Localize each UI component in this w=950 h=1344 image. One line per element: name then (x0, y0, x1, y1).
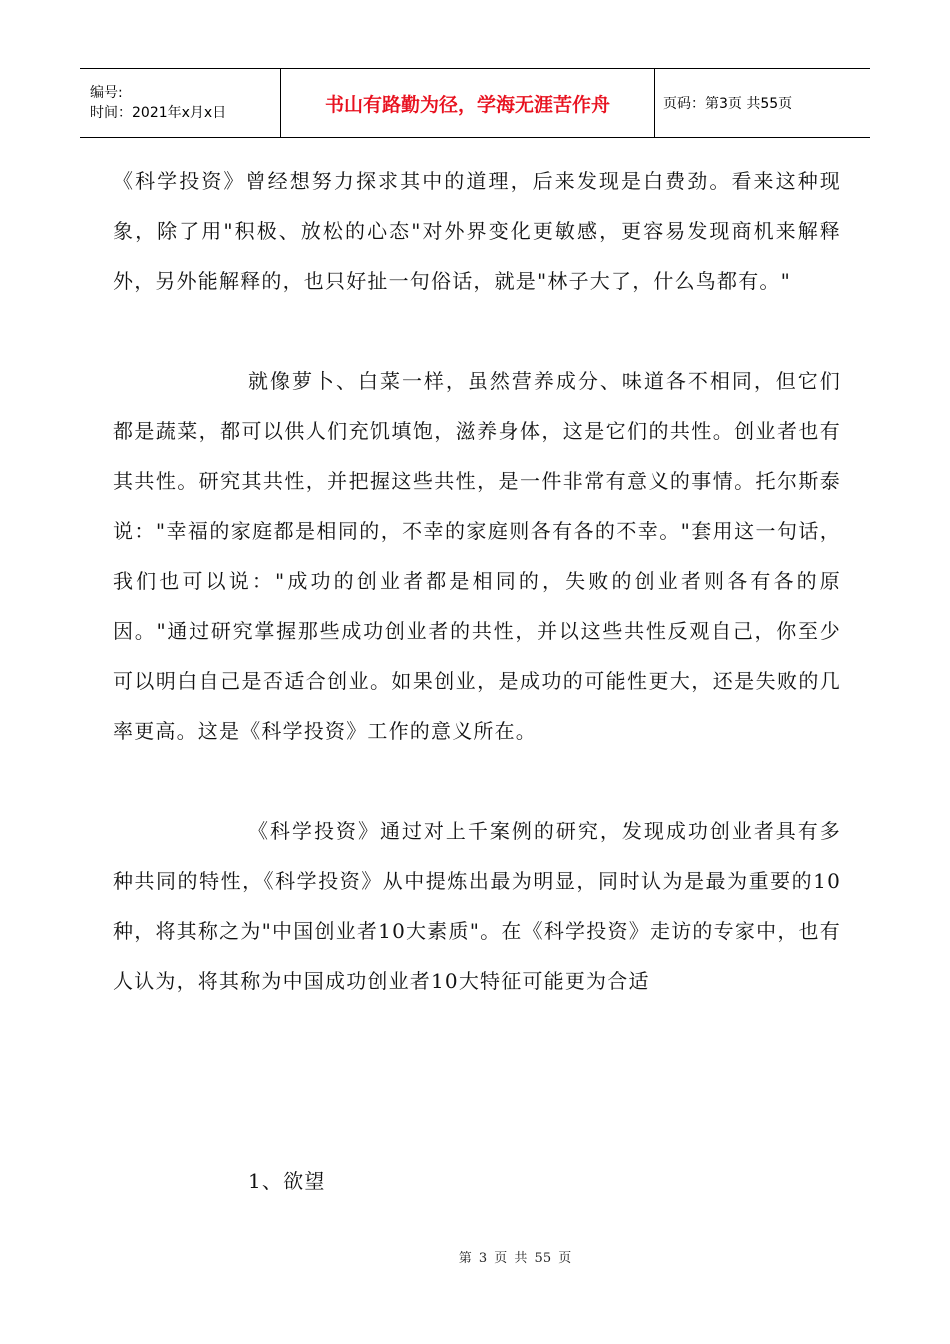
body-paragraph-1: 《科学投资》曾经想努力探求其中的道理，后来发现是白费劲。看来这种现象，除了用"积极、放松的心态"对外界变化更敏感，更容易发现商机来解释外，另外能解释的，也只好扯一句俗话，就是"林子大了，什么鸟都有。" (113, 169, 841, 293)
date-label: 时间：2021年x月x日 (90, 105, 227, 121)
header-meta-cell (80, 69, 281, 137)
page-footer: 第 3 页 共 55 页 (458, 1251, 572, 1266)
body-paragraph-2: 就像萝卜、白菜一样，虽然营养成分、味道各不相同，但它们都是蔬菜，都可以供人们充饥填饱，滋养身体，这是它们的共性。创业者也有其共性。研究其共性，并把握这些共性，是一件非常有意义的事情。托尔斯泰说："幸福的家庭都是相同的，不幸的家庭则各有各的不幸。"套用这一句话，我们也可以说："成功的创业者都是相同的，失败的创业者则各有各的原因。"通过研究掌握那些成功创业者的共性，并以这些共性反观自己，你至少可以明白自己是否适合创业。如果创业，是成功的可能性更大，还是失败的几率更高。这是《科学投资》工作的意义所在。 (113, 369, 841, 743)
serial-number-label: 编号: (90, 85, 123, 101)
header-motto: 书山有路勤为径，学海无涯苦作舟 (281, 69, 655, 137)
body-paragraph-3: 《科学投资》通过对上千案例的研究，发现成功创业者具有多种共同的特性，《科学投资》从中提炼出最为明显，同时认为是最为重要的10种，将其称之为"中国创业者10大素质"。在《科学投资》走访的专家中，也有人认为，将其称为中国成功创业者10大特征可能更为合适 (113, 819, 841, 993)
document-body (113, 156, 841, 1006)
header-page-info: 页码：第3页 共55页 (663, 96, 793, 112)
section-heading-desire: 1、欲望 (248, 1169, 326, 1193)
document-header (80, 68, 870, 138)
